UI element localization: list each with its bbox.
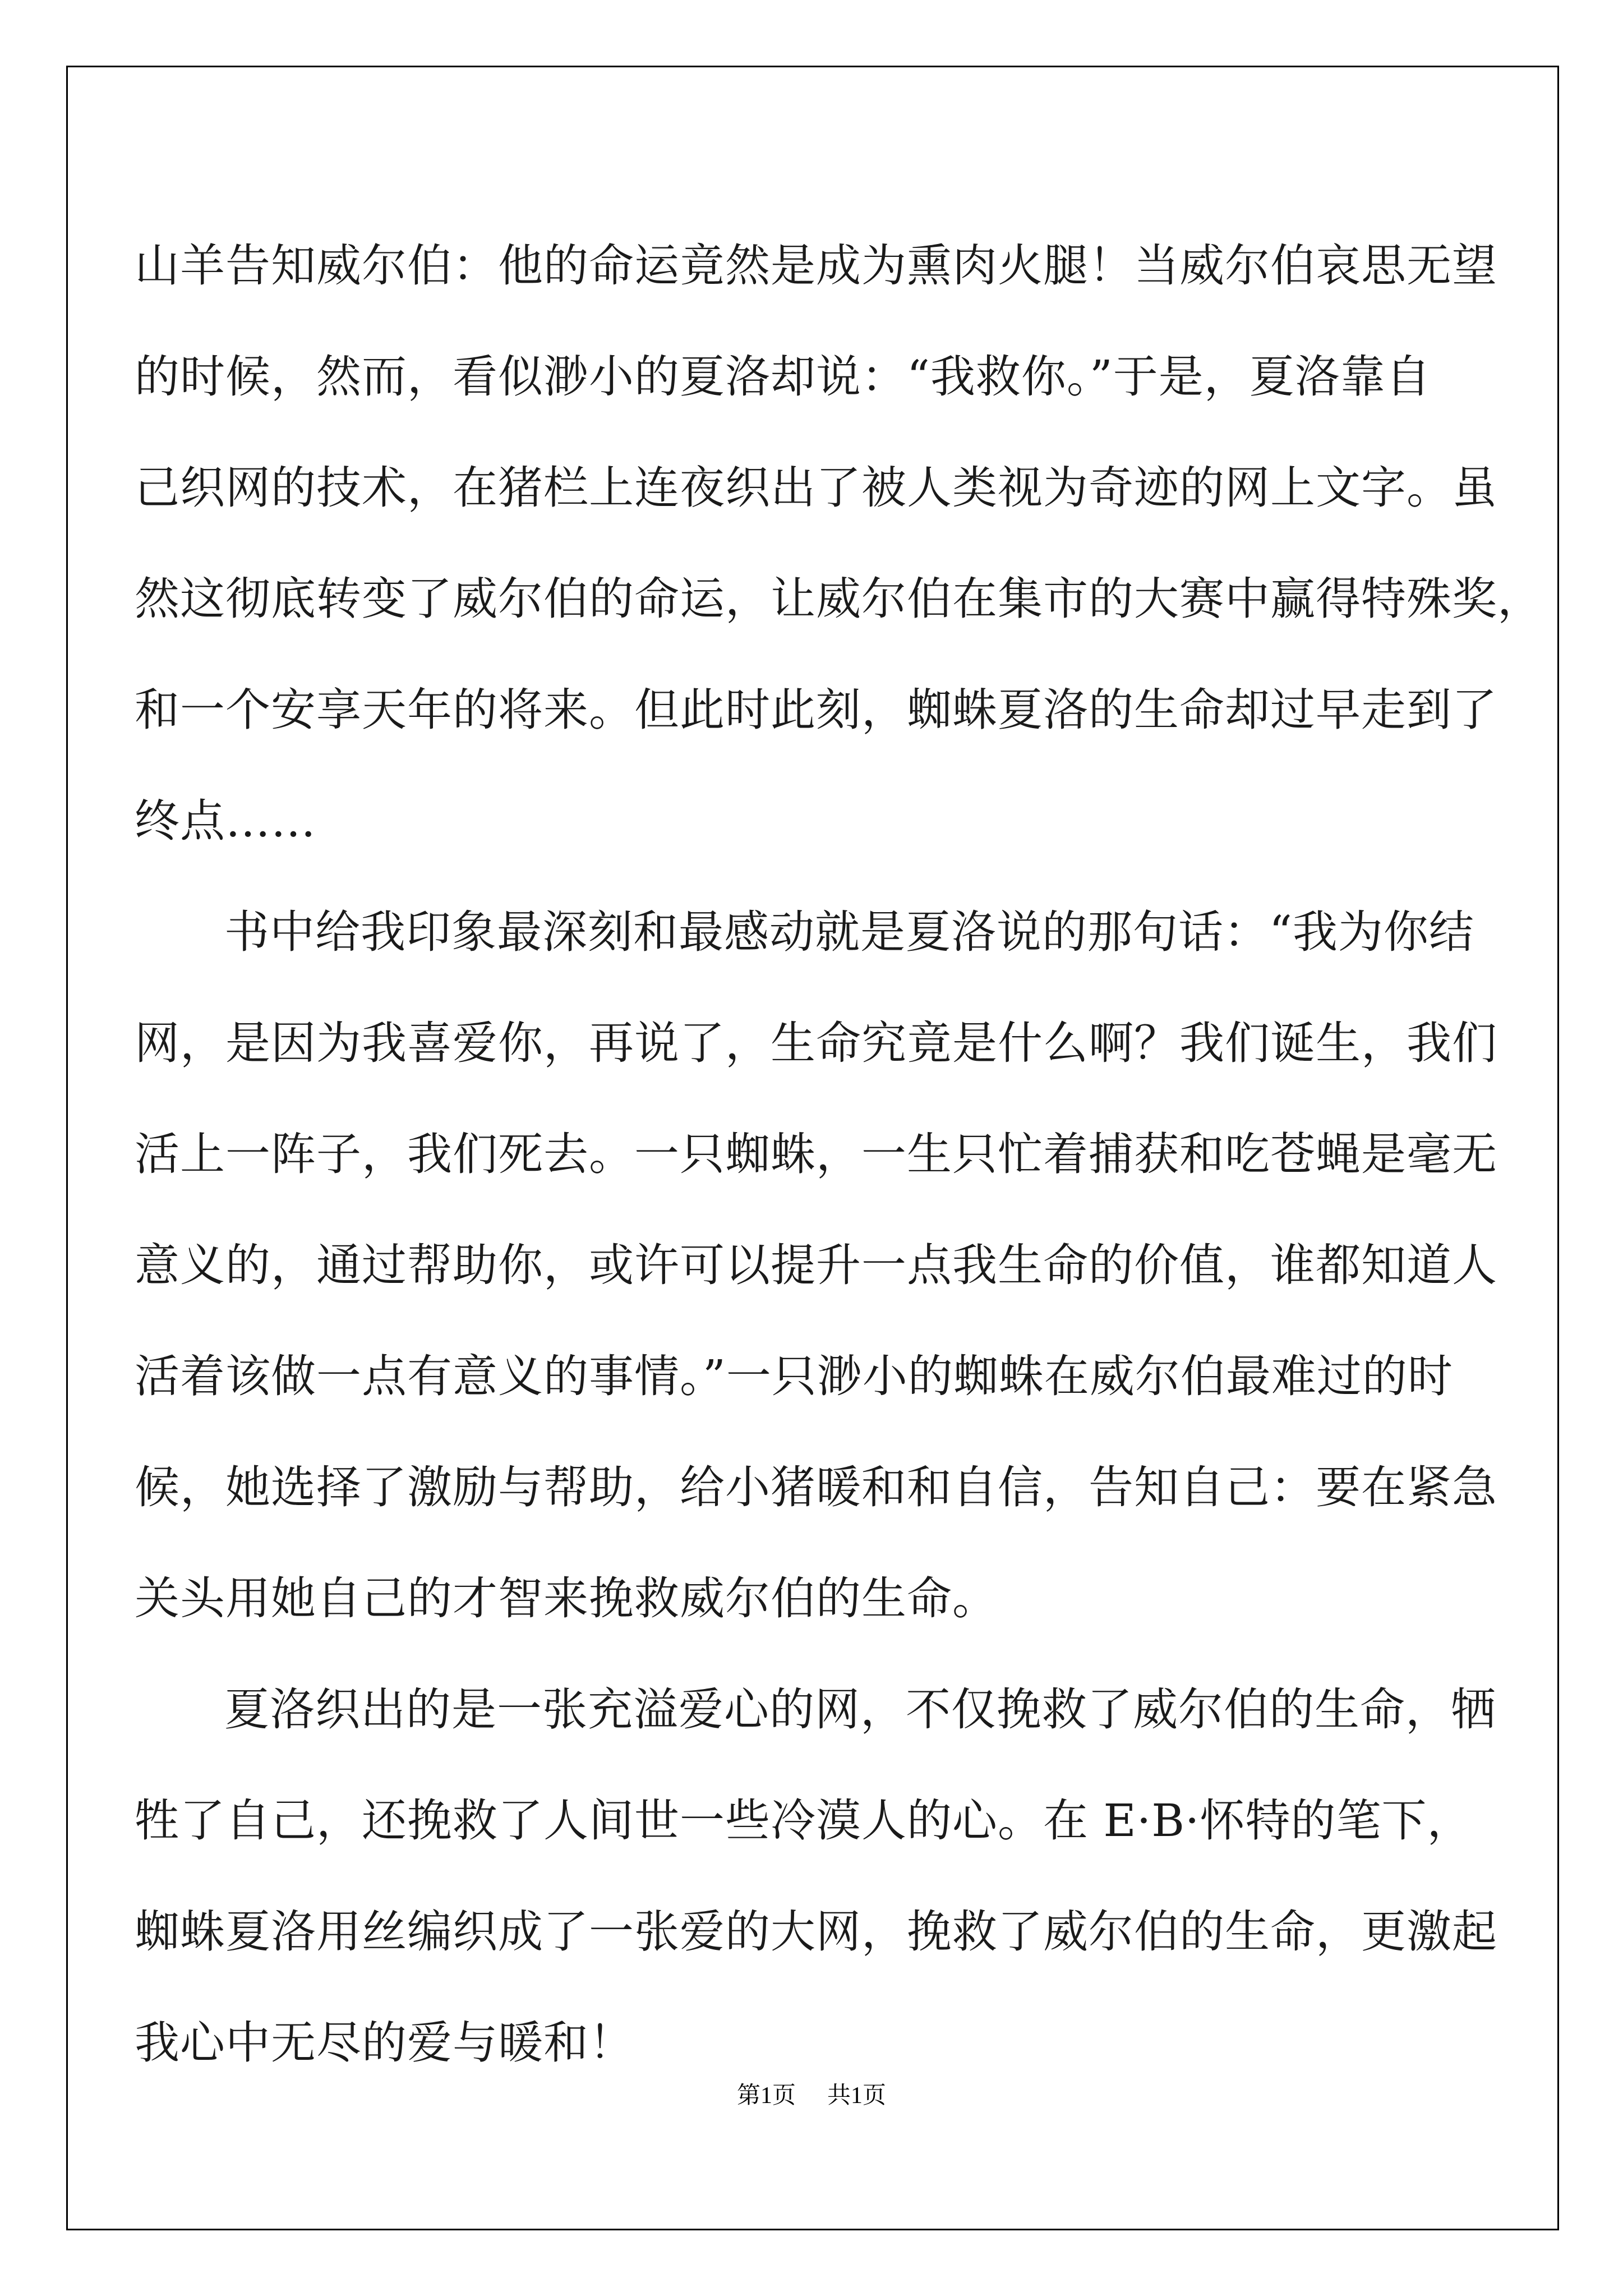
text-line: 关头用她自己的才智来挽救威尔伯的生命。: [135, 1572, 998, 1625]
page-total: 共1页: [827, 2083, 887, 2109]
text-line: 候，她选择了激励与帮助，给小猪暖和和自信，告知自己：要在紧急: [135, 1461, 1497, 1513]
page-footer: [0, 2077, 1623, 2110]
text-line: 牲了自己，还挽救了人间世一些冷漠人的心。在 E·B·怀特的笔下，: [135, 1795, 1473, 1847]
text-line: 终点……: [135, 795, 316, 847]
text-line: 然这彻底转变了威尔伯的命运，让威尔伯在集市的大赛中赢得特殊奖，: [135, 573, 1543, 625]
text-line: 意义的，通过帮助你，或许可以提升一点我生命的价值，谁都知道人: [135, 1239, 1497, 1291]
text-line: 夏洛织出的是一张充溢爱心的网，不仅挽救了威尔伯的生命，牺: [224, 1683, 1496, 1736]
paragraph-3: [135, 1654, 1497, 2099]
text-line: 山羊告知威尔伯：他的命运竟然是成为熏肉火腿！当威尔伯哀思无望: [135, 240, 1497, 292]
paragraph-2: [135, 877, 1497, 1654]
text-line: 己织网的技术，在猪栏上连夜织出了被人类视为奇迹的网上文字。虽: [135, 462, 1497, 514]
text-line: 的时候，然而，看似渺小的夏洛却说：“我救你。”于是，夏洛靠自: [135, 351, 1431, 403]
paragraph-1: [135, 210, 1543, 877]
text-line: 活上一阵子，我们死去。一只蜘蛛，一生只忙着捕获和吃苍蝇是毫无: [135, 1128, 1497, 1180]
text-line: 活着该做一点有意义的事情。”一只渺小的蜘蛛在威尔伯最难过的时: [135, 1350, 1453, 1402]
text-line: 书中给我印象最深刻和最感动就是夏洛说的那句话：“我为你结: [224, 906, 1474, 958]
text-line: 我心中无尽的爱与暖和！: [135, 2017, 634, 2069]
page-number: 第1页: [736, 2083, 796, 2109]
text-line: 网，是因为我喜爱你，再说了，生命究竟是什么啊？我们诞生，我们: [135, 1017, 1497, 1069]
text-line: 蜘蛛夏洛用丝编织成了一张爱的大网，挽救了威尔伯的生命，更激起: [135, 1906, 1497, 1958]
text-line: 和一个安享天年的将来。但此时此刻，蜘蛛夏洛的生命却过早走到了: [135, 684, 1497, 736]
document-body: [135, 210, 1543, 2099]
